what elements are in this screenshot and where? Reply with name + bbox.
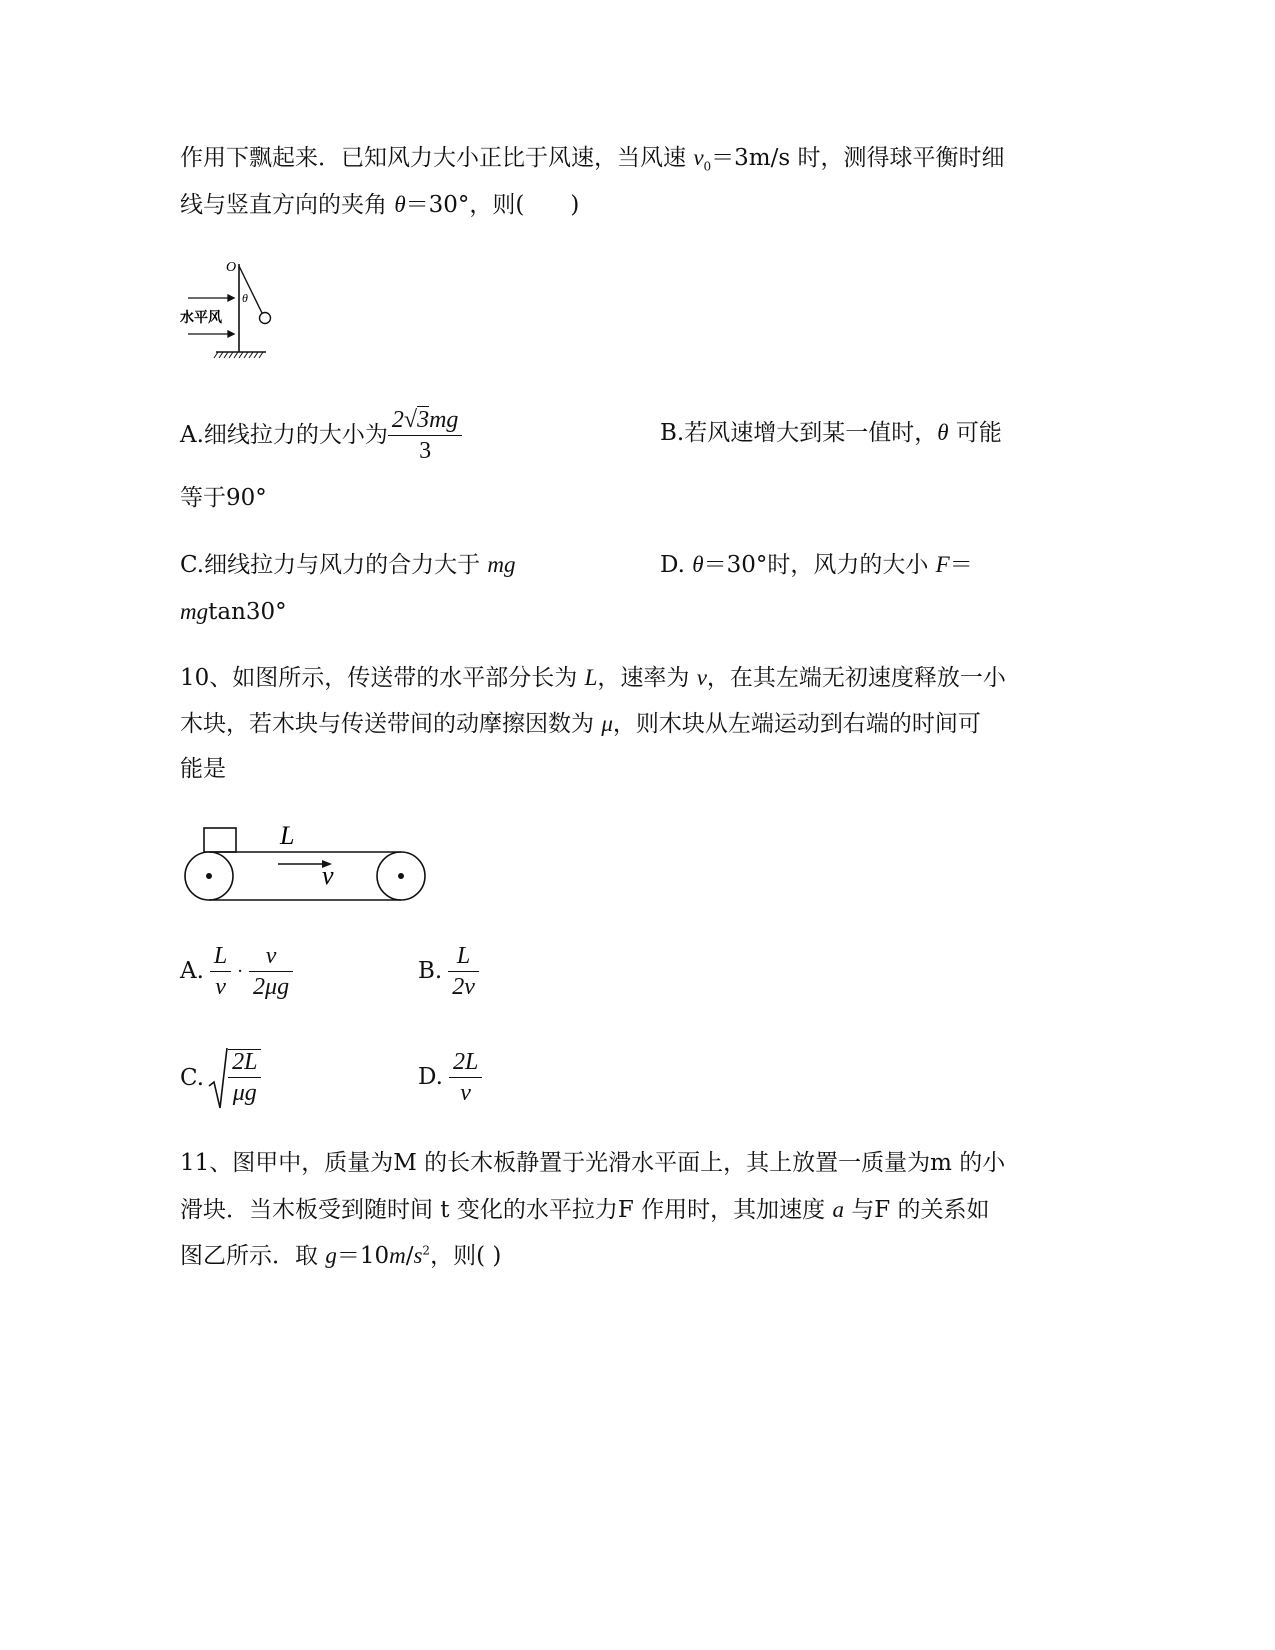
multiply-dot: · (237, 960, 244, 982)
fraction-2L-over-v (449, 1050, 482, 1105)
q11-line-3 (180, 1244, 501, 1268)
q9-option-b-line-2: 等于90° (180, 485, 267, 511)
option-a-label: A. (180, 958, 204, 984)
label-L: L (280, 821, 295, 850)
q10-text: ，速率为 (597, 665, 697, 691)
q10-text: 木块，若木块与传送带间的动摩擦因数为 (180, 711, 602, 737)
q9-line-2 (180, 193, 579, 217)
q10-option-c (180, 1046, 261, 1110)
q10-text: 10、如图所示，传送带的水平部分长为 (180, 665, 585, 691)
q10-option-d (418, 1050, 482, 1105)
q10-text: ，则木块从左端运动到右端的时间可 (612, 711, 981, 737)
coef: 2 (391, 407, 404, 433)
mg: mg (180, 599, 209, 624)
conveyor-belt-figure (180, 820, 430, 904)
option-d-text: ＝30°时，风力的大小 (703, 552, 936, 578)
numerator: 2L (452, 1049, 479, 1075)
q9-text: 线与竖直方向的夹角 (180, 192, 395, 218)
fraction-L-over-v (210, 944, 231, 999)
mg: mg (429, 407, 459, 433)
q11-text: 图乙所示．取 (180, 1243, 326, 1269)
option-a-fraction: $\frac{2√3mg}{3}$ (388, 408, 463, 463)
g-symbol: g (325, 1243, 337, 1268)
q10-option-b (418, 944, 479, 999)
right-axle (398, 873, 404, 879)
q9-text: ＝30°，则( ) (405, 192, 580, 218)
numerator: L (456, 943, 471, 969)
unit-exponent: 2 (422, 1243, 431, 1258)
mg: mg (487, 552, 516, 577)
theta-symbol: θ (692, 552, 704, 577)
label-theta: θ (242, 291, 248, 305)
unit-m: m (389, 1243, 406, 1268)
q10-line-3: 能是 (180, 756, 226, 782)
v-symbol: v (696, 665, 707, 690)
pendulum-wind-figure (176, 252, 276, 364)
unit-s: s (413, 1243, 423, 1268)
q9-option-d-line-2 (180, 600, 287, 624)
q9-option-c (180, 553, 516, 577)
radical-sign-icon (208, 1046, 228, 1110)
denominator: 2μg (249, 971, 293, 999)
label-horizontal-wind: 水平风 (180, 311, 222, 326)
q11-text: 与F 的关系如 (843, 1197, 990, 1223)
fraction-v-over-2mug (249, 944, 293, 999)
q11-line-2 (180, 1198, 990, 1222)
numerator: v (265, 943, 277, 969)
option-c-text: C.细线拉力与风力的合力大于 (180, 552, 488, 578)
option-d-text: ＝ (949, 552, 973, 578)
q10-text: ，在其左端无初速度释放一小 (706, 665, 1006, 691)
q10-line-2 (180, 712, 981, 736)
wooden-block (204, 828, 236, 852)
option-b-text: 可能 (948, 420, 1002, 446)
ball (260, 313, 271, 324)
denominator: v (210, 971, 231, 999)
numerator: L (213, 943, 228, 969)
theta-symbol: θ (394, 192, 406, 217)
option-d-text: D. (660, 552, 693, 578)
option-b-text: B.若风速增大到某一值时， (660, 420, 938, 446)
q9-option-b (660, 421, 1002, 445)
option-b-label: B. (418, 958, 443, 984)
q9-text: 作用下飘起来．已知风力大小正比于风速，当风速 (180, 145, 694, 171)
acceleration-symbol: a (832, 1197, 844, 1222)
string-line (239, 266, 262, 313)
denominator: v (449, 1077, 482, 1105)
q11-line-1: 11、图甲中，质量为M 的长木板静置于光滑水平面上，其上放置一质量为m 的小 (180, 1150, 1006, 1176)
theta-symbol: θ (937, 420, 949, 445)
left-axle (206, 873, 212, 879)
sqrt-expression (208, 1046, 261, 1110)
option-c-label: C. (180, 1064, 205, 1091)
denominator: 3 (388, 435, 463, 463)
q10-option-a (180, 944, 293, 999)
v0-subscript: 0 (703, 159, 712, 174)
option-a-text: A.细线拉力的大小为 (180, 422, 388, 448)
option-d-label: D. (418, 1064, 443, 1090)
ground-hatch (214, 352, 263, 358)
q11-text: 滑块．当木板受到随时间 t 变化的水平拉力F 作用时，其加速度 (180, 1197, 833, 1223)
fraction-L-over-2v (448, 944, 479, 999)
unit-slash: / (405, 1243, 414, 1269)
fraction-2L-over-mug (228, 1049, 261, 1105)
label-O: O (226, 260, 237, 275)
L-symbol: L (584, 665, 598, 690)
tan-text: tan30° (208, 599, 287, 625)
denominator: μg (228, 1077, 261, 1105)
numerator: 2L (232, 1049, 258, 1075)
q11-text: ，则( ) (430, 1243, 502, 1269)
q11-text: ＝10 (336, 1243, 390, 1269)
q9-line-1 (180, 146, 1004, 173)
q9-option-a (180, 408, 462, 463)
v0-symbol: v (693, 145, 704, 170)
force-symbol: F (935, 552, 950, 577)
mu-symbol: μ (601, 711, 613, 736)
radicand: 3 (417, 407, 430, 433)
q9-text: ＝3m/s 时，测得球平衡时细 (711, 145, 1005, 171)
denominator: 2v (448, 971, 479, 999)
q9-option-d (660, 553, 973, 577)
label-v: v (322, 861, 334, 890)
q10-line-1 (180, 666, 1006, 690)
